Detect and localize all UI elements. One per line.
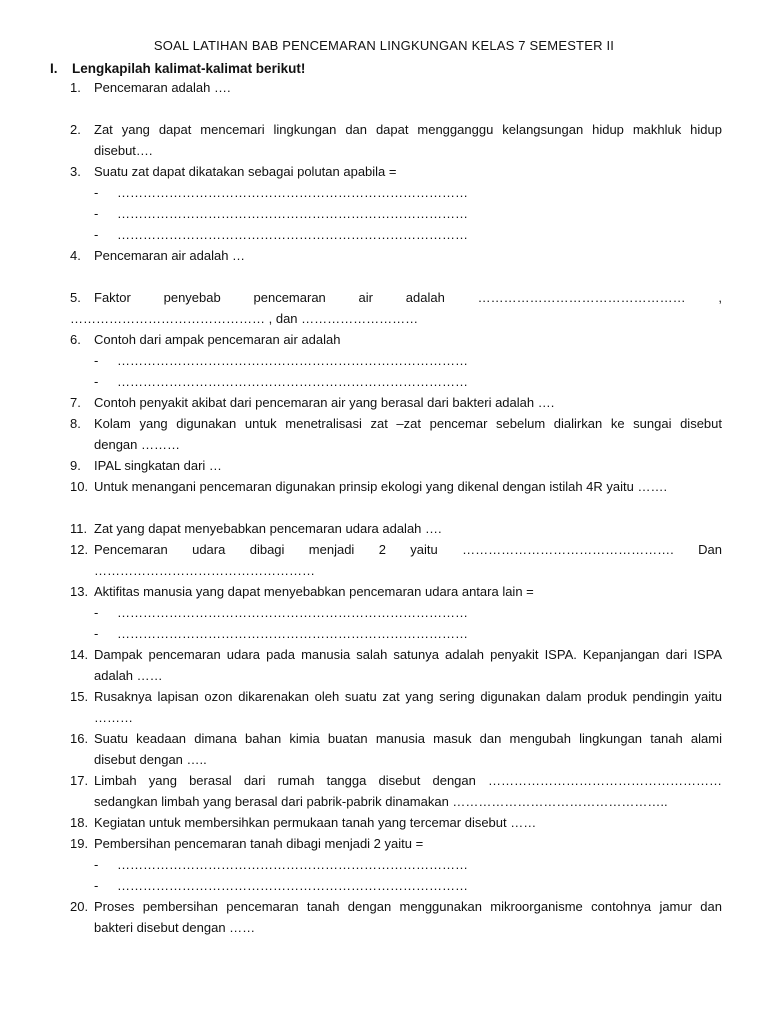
question-text: Suatu zat dapat dikatakan sebagai polutan apabila = [94,164,397,179]
question-text: Faktor penyebab pencemaran air adalah ………………………………………… , [94,290,722,305]
blank-dots: ……………………………………………………………………… [117,626,468,641]
dash: - [94,353,99,368]
answer-line [70,602,722,623]
question-number: 11. [70,521,88,536]
dash: - [94,626,99,641]
question-7 [70,392,722,413]
blank-dots: ……………………………………………………………………… [117,227,468,242]
question-text: Aktifitas manusia yang dapat menyebabkan pencemaran udara antara lain = [94,584,534,599]
question-12 [70,539,722,560]
question-16-cont [70,749,722,770]
question-text: …………………………………………… [94,563,315,578]
question-text: Rusaknya lapisan ozon dikarenakan oleh suatu zat yang sering digunakan dalam produk pendingin yaitu [94,689,722,704]
question-text: ……………………………………… , dan ……………………… [70,311,419,326]
answer-line [70,224,722,245]
section-heading [50,61,305,76]
question-10 [70,476,722,497]
question-text: Pembersihan pencemaran tanah dibagi menjadi 2 yaitu = [94,836,424,851]
question-text: Zat yang dapat mencemari lingkungan dan dapat mengganggu kelangsungan hidup makhluk hidup [94,122,722,137]
answer-line [70,203,722,224]
question-12-cont [70,560,722,581]
question-16 [70,728,722,749]
question-text: Contoh dari ampak pencemaran air adalah [94,332,341,347]
question-text: disebut…. [94,143,153,158]
question-text: IPAL singkatan dari … [94,458,222,473]
blank-dots: ……………………………………………………………………… [117,374,468,389]
blank-dots: ……………………………………………………………………… [117,353,468,368]
question-number: 3. [70,164,81,179]
dash: - [94,206,99,221]
question-text: Limbah yang berasal dari rumah tangga disebut dengan ……………………………………………… [94,773,722,788]
question-number: 18. [70,815,89,830]
dash: - [94,227,99,242]
question-text: Kegiatan untuk membersihkan permukaan tanah yang tercemar disebut …… [94,815,537,830]
question-17-cont [70,791,722,812]
question-9 [70,455,722,476]
dash: - [94,185,99,200]
dash: - [94,878,99,893]
question-list [70,77,722,938]
question-number: 17. [70,773,89,788]
question-1 [70,77,722,98]
question-text: sedangkan limbah yang berasal dari pabrik-pabrik dinamakan ………………………………………….. [94,794,668,809]
question-number: 19. [70,836,89,851]
blank-dots: ……………………………………………………………………… [117,857,468,872]
question-text: Kolam yang digunakan untuk menetralisasi zat –zat pencemar sebelum dialirkan ke sungai disebut [94,416,722,431]
dash: - [94,857,99,872]
answer-line [70,371,722,392]
answer-line [70,875,722,896]
section-number: I. [50,61,58,76]
question-11 [70,518,722,539]
question-2 [70,119,722,140]
question-20 [70,896,722,917]
answer-line [70,854,722,875]
question-number: 10. [70,479,89,494]
question-number: 12. [70,542,89,557]
section-title: Lengkapilah kalimat-kalimat berikut! [72,61,306,76]
question-text: dengan ……… [94,437,180,452]
question-number: 8. [70,416,81,431]
question-text: disebut dengan ….. [94,752,207,767]
question-number: 6. [70,332,81,347]
dash: - [94,374,99,389]
question-2-cont [70,140,722,161]
question-number: 4. [70,248,81,263]
question-number: 2. [70,122,81,137]
question-text: Contoh penyakit akibat dari pencemaran air yang berasal dari bakteri adalah …. [94,395,555,410]
question-text: ……… [94,710,133,725]
answer-line [70,350,722,371]
page-title: SOAL LATIHAN BAB PENCEMARAN LINGKUNGAN KELAS 7 SEMESTER II [153,38,615,53]
question-number: 7. [70,395,81,410]
question-text: Untuk menangani pencemaran digunakan prinsip ekologi yang dikenal dengan istilah 4R yaitu ……. [94,479,668,494]
blank-dots: ……………………………………………………………………… [117,206,468,221]
question-text: bakteri disebut dengan …… [94,920,256,935]
question-8 [70,413,722,434]
question-number: 14. [70,647,89,662]
blank-dots: ……………………………………………………………………… [117,185,468,200]
question-text: Zat yang dapat menyebabkan pencemaran udara adalah …. [94,521,442,536]
question-14-cont [70,665,722,686]
question-text: Dampak pencemaran udara pada manusia salah satunya adalah penyakit ISPA. Kepanjangan dari ISPA [94,647,722,662]
question-number: 5. [70,290,81,305]
question-19 [70,833,722,854]
question-17 [70,770,722,791]
question-15-cont [70,707,722,728]
question-3 [70,161,722,182]
question-number: 15. [70,689,89,704]
question-13 [70,581,722,602]
question-text: Pencemaran adalah …. [94,80,231,95]
question-number: 20. [70,899,89,914]
answer-space [70,497,722,518]
answer-space [70,98,722,119]
answer-line [70,623,722,644]
answer-space [70,266,722,287]
blank-dots: ……………………………………………………………………… [117,878,468,893]
question-15 [70,686,722,707]
question-text: Proses pembersihan pencemaran tanah dengan menggunakan mikroorganisme contohnya jamur dan [94,899,722,914]
question-text: Suatu keadaan dimana bahan kimia buatan manusia masuk dan mengubah lingkungan tanah alami [94,731,722,746]
question-4 [70,245,722,266]
question-text: Pencemaran udara dibagi menjadi 2 yaitu …………………………………………. Dan [94,542,722,557]
question-20-cont [70,917,722,938]
blank-dots: ……………………………………………………………………… [117,605,468,620]
question-number: 13. [70,584,89,599]
question-14 [70,644,722,665]
question-text: Pencemaran air adalah … [94,248,246,263]
question-6 [70,329,722,350]
question-5-cont [70,308,722,329]
question-number: 9. [70,458,81,473]
dash: - [94,605,99,620]
question-text: adalah …… [94,668,163,683]
question-18 [70,812,722,833]
question-number: 1. [70,80,81,95]
answer-line [70,182,722,203]
question-8-cont [70,434,722,455]
question-5 [70,287,722,308]
question-number: 16. [70,731,89,746]
